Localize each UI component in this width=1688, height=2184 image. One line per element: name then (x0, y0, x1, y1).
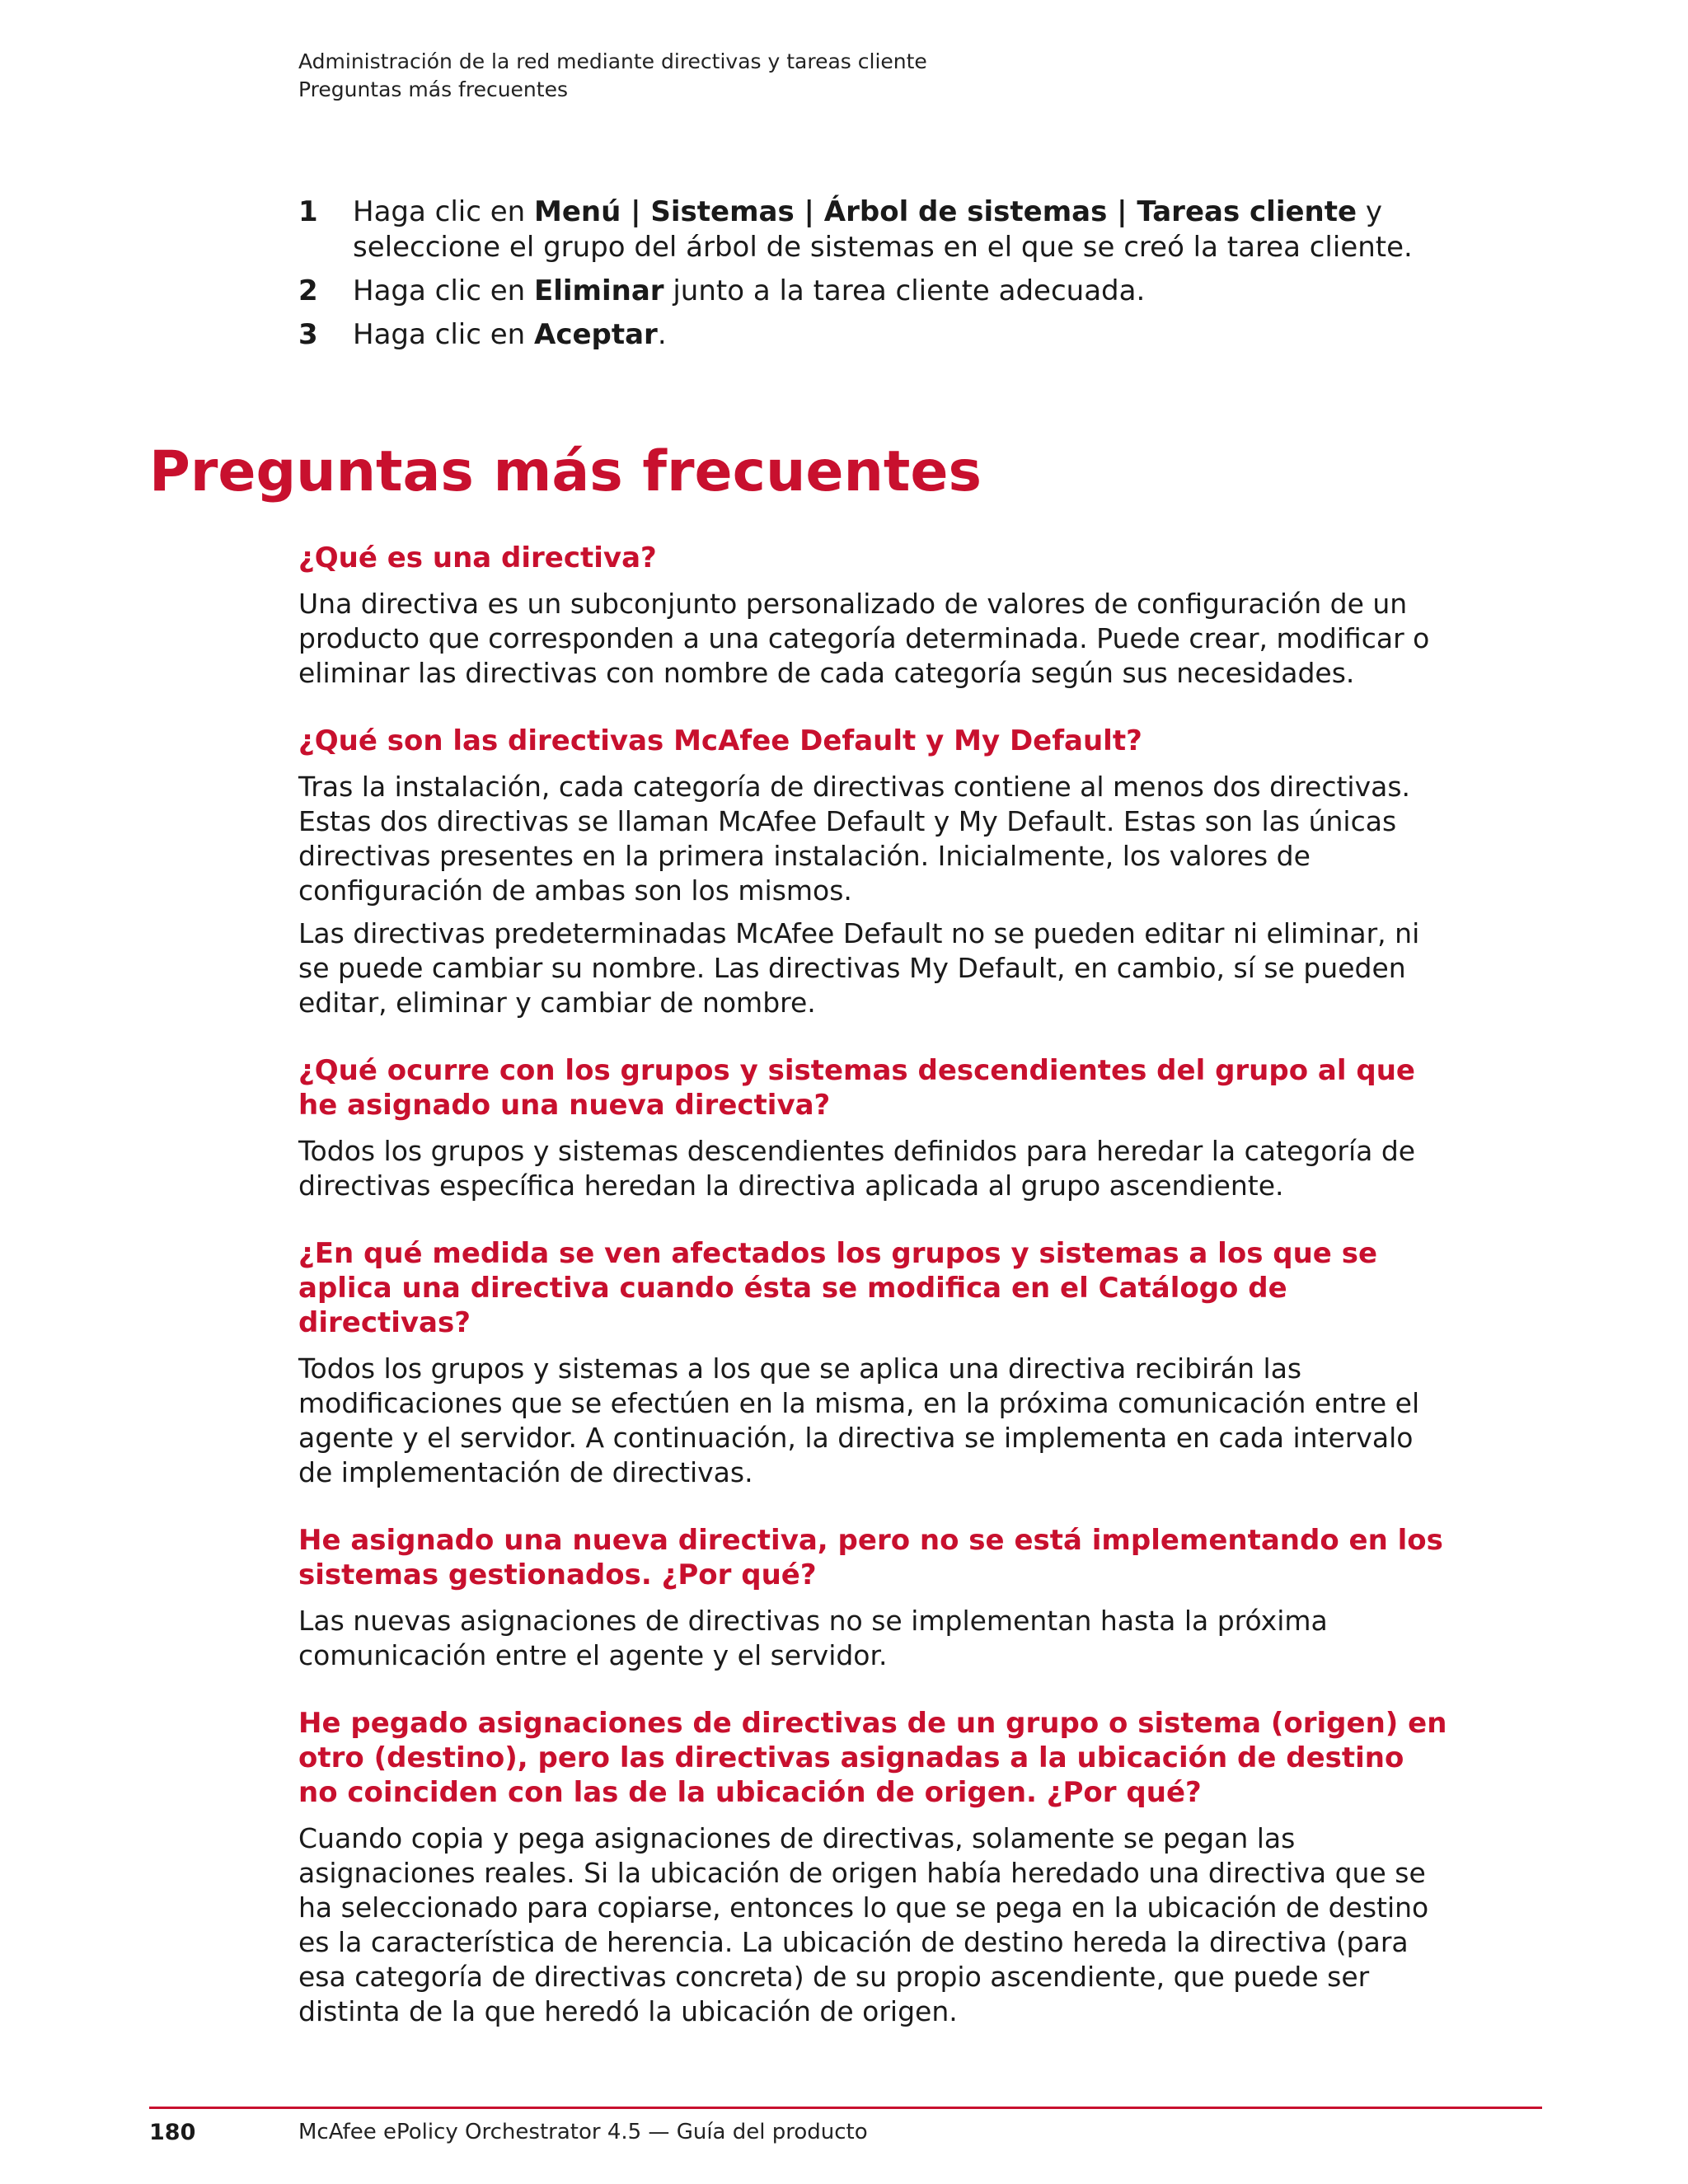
faq-question: ¿Qué es una directiva? (298, 541, 657, 574)
step-item (298, 194, 1452, 265)
faq-question: He pegado asignaciones de directivas de un grupo o sistema (origen) en otro (destino), pero las directivas asignadas a la ubicación de destino no coinciden con las de la ubicación de origen. ¿Por qué? (298, 1707, 1447, 1809)
step-number: 2 (298, 274, 318, 307)
step-command: Aceptar (534, 318, 658, 351)
step-text: . (657, 318, 667, 351)
running-head (298, 48, 927, 104)
faq-item (298, 1236, 1452, 1490)
faq-item (298, 724, 1452, 1020)
faq-item (298, 1523, 1452, 1673)
faq-item (298, 1053, 1452, 1203)
step-menu-path: Menú | Sistemas | Árbol de sistemas | Tareas cliente (534, 195, 1357, 228)
running-head-section: Preguntas más frecuentes (298, 77, 568, 101)
faq-answer: Las nuevas asignaciones de directivas no se implementan hasta la próxima comunicación entre el agente y el servidor. (298, 1605, 1328, 1671)
procedure-steps (298, 194, 1452, 361)
faq-answer: Todos los grupos y sistemas a los que se aplica una directiva recibirán las modificaciones que se efectúen en la misma, en la próxima comunicación entre el agente y el servidor. A continuación, la directiva se implementa en cada intervalo de implementación de directivas. (298, 1352, 1420, 1488)
step-item (298, 274, 1452, 309)
faq-answer: Una directiva es un subconjunto personalizado de valores de configuración de un producto que corresponden a una categoría determinada. Puede crear, modificar o eliminar las directivas con nombre de cada categoría según sus necesidades. (298, 588, 1430, 689)
step-item (298, 317, 1452, 353)
faq-question: ¿Qué son las directivas McAfee Default y My Default? (298, 724, 1142, 757)
section-title: Preguntas más frecuentes (149, 439, 982, 504)
faq-answer: Todos los grupos y sistemas descendientes definidos para heredar la categoría de directivas específica heredan la directiva aplicada al grupo ascendiente. (298, 1135, 1416, 1202)
faq-answer: Las directivas predeterminadas McAfee Default no se pueden editar ni eliminar, ni se puede cambiar su nombre. Las directivas My Default, en cambio, sí se pueden editar, eliminar y cambiar de nombre. (298, 917, 1420, 1019)
step-text: y seleccione el grupo del árbol de sistemas en el que se creó la tarea cliente. (353, 195, 1413, 264)
faq-question: ¿En qué medida se ven afectados los grupos y sistemas a los que se aplica una directiva cuando ésta se modifica en el Catálogo de directivas? (298, 1237, 1377, 1339)
faq-item (298, 541, 1452, 691)
step-text: junto a la tarea cliente adecuada. (663, 274, 1146, 307)
faq-list (298, 541, 1452, 2062)
running-head-chapter: Administración de la red mediante directivas y tareas cliente (298, 49, 927, 73)
step-number: 1 (298, 195, 318, 228)
footer-title: McAfee ePolicy Orchestrator 4.5 — Guía del producto (298, 2120, 868, 2144)
step-text: Haga clic en (353, 274, 534, 307)
footer-divider (149, 2107, 1542, 2109)
faq-answer: Cuando copia y pega asignaciones de directivas, solamente se pegan las asignaciones reales. Si la ubicación de origen había heredado una directiva que se ha seleccionado para copiarse, entonces lo que se pega en la ubicación de destino es la característica de herencia. La ubicación de destino hereda la directiva (para esa categoría de directivas concreta) de su propio ascendiente, que puede ser distinta de la que heredó la ubicación de origen. (298, 1822, 1429, 2027)
step-text: Haga clic en (353, 318, 534, 351)
page-number: 180 (149, 2120, 196, 2145)
faq-item (298, 1706, 1452, 2029)
faq-question: ¿Qué ocurre con los grupos y sistemas descendientes del grupo al que he asignado una nueva directiva? (298, 1054, 1415, 1122)
step-text: Haga clic en (353, 195, 534, 228)
step-command: Eliminar (534, 274, 664, 307)
step-number: 3 (298, 318, 318, 351)
faq-question: He asignado una nueva directiva, pero no se está implementando en los sistemas gestionados. ¿Por qué? (298, 1524, 1443, 1591)
faq-answer: Tras la instalación, cada categoría de directivas contiene al menos dos directivas. Estas dos directivas se llaman McAfee Default y My Default. Estas son las únicas directivas presentes en la primera instalación. Inicialmente, los valores de configuración de ambas son los mismos. (298, 771, 1411, 907)
